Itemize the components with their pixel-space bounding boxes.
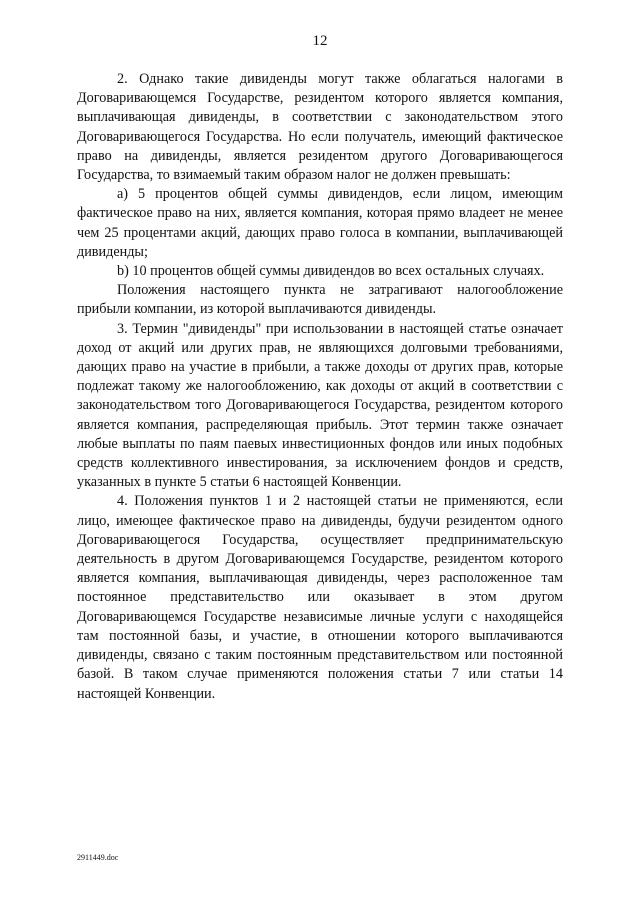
document-body	[77, 70, 563, 704]
paragraph-4: 4. Положения пунктов 1 и 2 настоящей статьи не применяются, если лицо, имеющее фактическое право на дивиденды, будучи резидентом одного Договаривающегося Государства, осуществляет предпринимательскую деятельность в другом Договаривающемся Государстве, резидентом которого является компания, выплачивающая дивиденды, через расположенное там постоянное представительство или оказывает в этом другом Договаривающемся Государстве независимые личные услуги с находящейся там постоянной базы, и участие, в отношении которого выплачиваются дивиденды, связано с таким постоянным представительством или постоянной базой. В таком случае применяются положения статьи 7 или статьи 14 настоящей Конвенции.	[77, 493, 563, 702]
paragraph-2: 2. Однако такие дивиденды могут также облагаться налогами в Договаривающемся Государстве, резидентом которого является компания, выплачивающая дивиденды, в соответствии с законодательством этого Договаривающегося Государства. Но если получатель, имеющий фактическое право на дивиденды, является резидентом другого Договаривающегося Государства, то взимаемый таким образом налог не должен превышать:	[77, 71, 563, 184]
paragraph-3: 3. Термин "дивиденды" при использовании в настоящей статье означает доход от акций или других прав, не являющихся долговыми требованиями, дающих право на участие в прибыли, а также доходы от других прав, которые подлежат такому же налогообложению, как доходы от акций в соответствии с законодательством того Договаривающегося Государства, резидентом которого является компания, распределяющая прибыль. Этот термин также означает любые выплаты по паям паевых инвестиционных фондов или иных подобных средств коллективного инвестирования, за исключением фондов и средств, указанных в пункте 5 статьи 6 настоящей Конвенции.	[77, 320, 563, 491]
paragraph-2b: b) 10 процентов общей суммы дивидендов во всех остальных случаях.	[117, 263, 545, 280]
page-number: 12	[312, 33, 328, 49]
paragraph-2-note: Положения настоящего пункта не затрагивают налогообложение прибыли компании, из которой выплачиваются дивиденды.	[77, 282, 563, 318]
paragraph-2a: a) 5 процентов общей суммы дивидендов, если лицом, имеющим фактическое право на них, является компания, которая прямо владеет не менее чем 25 процентами акций, дающих право голоса в компании, выплачивающей дивиденды;	[77, 186, 563, 260]
footer-filename: 2911449.doc	[77, 853, 119, 862]
